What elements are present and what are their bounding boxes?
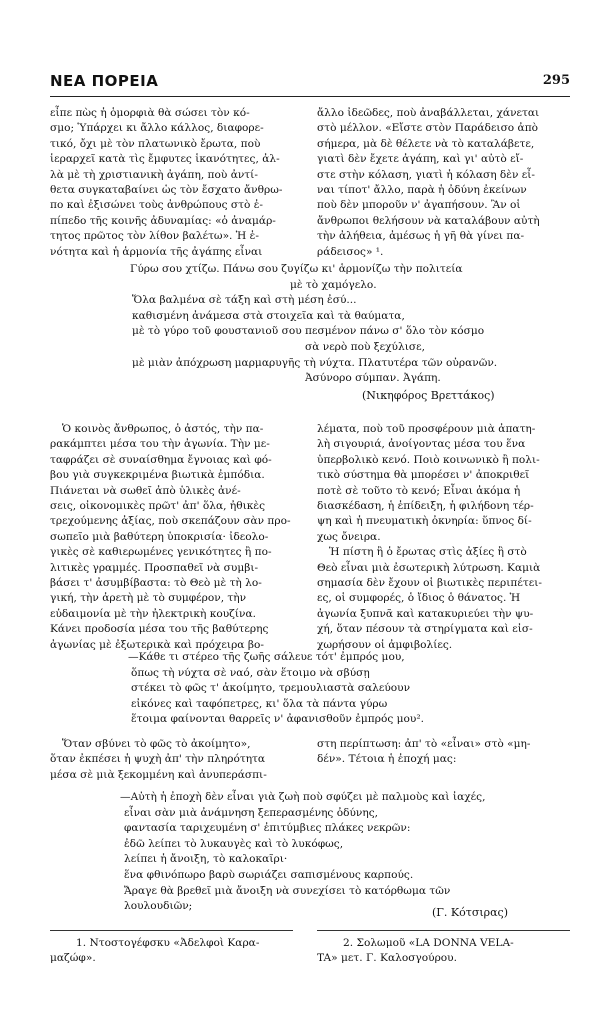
poem-line: μὲ τὸ γύρο τοῦ φουστανιοῦ σου πεσμένον πάνω σ' ὅλο τὸν κόσμο [132,325,485,338]
text-line: χως ὄνειρα. [317,530,381,543]
text-line: πίπεδο τῆς κοινῆς ἀδυναμίας: «ὁ ἀναμάρ- [50,214,276,227]
text-line: νότητα καὶ ἡ ἁρμονία τῆς ἀγάπης εἶναι [50,245,263,258]
text-line: γιατὶ δὲν ἔχετε ἀγάπη, καὶ γι' αὐτὸ εἴ- [317,153,524,166]
text-line: εὐδαιμονία μὲ τὴν ἠλεκτρικὴ κουζίνα. [50,607,256,620]
section1-left-column [50,106,293,260]
footnote-2 [317,936,570,967]
section2-right-column [317,422,570,653]
text-line: ράδεισος» ¹. [317,245,384,258]
poem-line: Ἄραγε θὰ βρεθεῖ μιὰ ἄνοιξη νὰ συνεχίσει τὸ κατόρθωμα τῶν [124,884,451,897]
poem-line: εἰκόνες καὶ ταφόπετρες, κι' ὅλα τὰ πάντα γύρω [131,697,388,710]
text-line: χή, ὅταν πέσουν τὰ στηρίγματα καὶ εἰσ- [317,623,533,636]
text-line: τικὸ σύστημα θὰ μπορέσει ν' ἀποκριθεῖ [317,469,530,482]
text-line: σημασία δὲν ἔχουν οἱ βιωτικὲς περιπέτει- [317,577,542,590]
text-line: λέματα, ποὺ τοῦ προσφέρουν μιὰ ἀπατη- [317,423,536,435]
text-line: χωρήσουν οἱ ἀμφιβολίες. [317,638,453,651]
text-line: λὴ σιγουριά, ἀνοίγοντας μέσα του ἕνα [317,438,526,451]
poem-line: λουλουδιῶν; [124,900,193,913]
poem-line: στέκει τὸ φῶς τ' ἀκοίμητο, τρεμουλιαστὰ σαλεύουν [131,682,411,695]
footnote-1 [50,936,293,967]
poem-line: εἶναι σὰν μιὰ ἀνάμνηση ξεπερασμένης ὀδύνης, [124,806,379,819]
text-line: ποτὲ σὲ τοῦτο τὸ κενό; Εἶναι ἀκόμα ἡ [317,484,521,497]
text-line: ες, οἱ συμφορές, ὁ ἴδιος ὁ θάνατος. Ἡ [317,592,521,605]
poem-3-signature: (Γ. Κότσιρας) [432,906,509,919]
journal-title: ΝΕΑ ΠΟΡΕΙΑ [50,72,159,90]
text-line: ναι τίποτ' ἄλλο, παρὰ ἡ ὀδύνη ἐκείνων [317,184,527,197]
text-line: Ἡ πίστη ἢ ὁ ἔρωτας στὶς ἀξίες ἢ στὸ [329,546,527,559]
text-line: θετα συγκαταβαίνει ὡς τὸν ἔσχατο ἄνθρω- [50,184,283,197]
text-line: στη περίπτωση: ἀπ' τὸ «εἶναι» στὸ «μη- [317,738,531,750]
poem-line: —Αὐτὴ ἡ ἐποχὴ δὲν εἶναι γιὰ ζωὴ ποὺ σφύζει μὲ παλμοὺς καὶ ἰαχές, [120,791,486,803]
text-line: τρεχούμενης ἀξίας, ποὺ σκεπάζουν σὰν προ- [50,515,291,528]
section2-left-column [50,422,293,653]
text-line: βου γιὰ συγκεκριμένα βιωτικὰ ἐμπόδια. [50,469,265,482]
poem-1 [50,262,570,387]
text-line: σεις, οἰκονομικὲς πρῶτ' ἀπ' ὅλα, ἠθικὲς [50,500,265,513]
poem-line: ἐδῶ λείπει τὸ λυκαυγὲς καὶ τὸ λυκόφως, [124,837,344,850]
text-line: ἄλλο ἰδεῶδες, ποὺ ἀναβάλλεται, χάνεται [317,107,540,119]
text-line: μέσα σὲ μιὰ ξεκομμένη καὶ ἀνυπεράσπι- [50,768,267,781]
text-line: Κάνει προδοσία μέσα του τῆς βαθύτερης [50,623,269,636]
section3-right-column [317,737,570,768]
running-header [50,70,570,97]
text-line: ὅταν ἐκπέσει ἡ ψυχὴ ἀπ' τὴν πληρότητα [50,753,266,766]
text-line: ἀγωνία ξυπνᾶ καὶ κατακυριεύει τὴν ψυ- [317,607,534,620]
poem-line: φαντασία ταριχευμένη σ' ἐπιτύμβιες πλάκες νεκρῶν: [124,822,411,835]
poem-line: μὲ μιὰν ἀπόχρωση μαρμαρυγῆς τὴ νύχτα. Πλατυτέρα τῶν οὐρανῶν. [132,356,498,369]
poem-line: ἕνα φθινόπωρο βαρὺ σωριάζει σαπισμένους καρπούς. [124,868,414,881]
text-line: ρακάμπτει μέσα του τὴν ἀγωνία. Τὴν με- [50,438,270,451]
text-line: ἄνθρωποι θελήσουν νὰ καταλάβουν αὐτὴ [317,214,540,227]
footnote-line: 1. Ντοστογέφσκυ «Ἀδελφοὶ Καρα- [76,937,260,949]
text-line: ἱεραρχεῖ κατὰ τὶς ἔμφυτες ἱκανότητες, ἀλ- [50,153,280,166]
poem-line: μὲ τὸ χαμόγελο. [290,278,377,291]
text-line: διασκέδαση, ἡ ἐπίδειξη, ἡ φιλήδονη τέρ- [317,500,534,513]
poem-line: Γύρω σου χτίζω. Πάνω σου ζυγίζω κι' ἁρμονίζω τὴν πολιτεία [130,263,463,275]
section1-right-column [317,106,570,260]
poem-line: —Κάθε τι στέρεο τῆς ζωῆς σάλευε τότ' ἐμπρός μου, [128,651,405,663]
text-line: ποὺ δὲν μποροῦν ν' ἀγαπήσουν. Ἂν οἱ [317,199,521,212]
poem-3 [120,790,570,915]
text-line: ταφράζει σὲ συναίσθημα ἔγνοιας καὶ φό- [50,453,272,466]
text-line: τητος πρῶτος τὸν λίθον βαλέτω». Ἡ ἑ- [50,230,259,243]
text-line: στὸ μέλλον. «Εἴστε στὸν Παράδεισο ἀπὸ [317,122,539,135]
text-line: ὑπερβολικὸ κενό. Ποιὸ κοινωνικὸ ἢ πολι- [317,453,540,466]
footnote-line: 2. Σολωμοῦ «LA DONNA VELA- [343,937,514,949]
text-line: τὴν ἀλήθεια, ἀμέσως ἡ γῆ θὰ γίνει πα- [317,230,525,243]
text-line: εἶπε πὼς ἡ ὁμορφιὰ θὰ σώσει τὸν κό- [50,107,250,119]
poem-line: Ὅλα βαλμένα σὲ τάξη καὶ στὴ μέση ἐσύ... [132,294,357,307]
text-line: γικὲς σὲ καθιερωμένες γενικότητες ἢ πο- [50,546,272,559]
text-line: Ὅταν σβύνει τὸ φῶς τὸ ἀκοίμητο», [62,738,251,750]
footnote-line: TA» μετ. Γ. Καλοσγούρου. [317,952,457,965]
poem-line: Ἀσύνορο σύμπαν. Ἀγάπη. [305,372,441,385]
poem-2 [128,650,568,728]
page-number: 295 [542,73,570,88]
poem-line: ἕτοιμα φαίνονται θαρρεῖς ν' ἀφανισθοῦν ἐμπρός μου². [131,713,424,726]
text-line: σωπεῖο μιὰ βαθύτερη ὑποκρισία· ἰδεολο- [50,530,269,543]
text-line: σμο; Ὑπάρχει κι ἄλλο κάλλος, διαφορε- [50,122,264,135]
text-line: γική, τὴν ἀρετὴ μὲ τὸ συμφέρον, τὴν [50,592,247,605]
footnote-rule-left [50,930,293,931]
poem-line: καθισμένη ἀνάμεσα στὰ στοιχεῖα καὶ τὰ θαύματα, [132,309,405,322]
footnote-line: μαζώφ». [50,952,96,965]
text-line: βάσει τ' ἀσυμβίβαστα: τὸ Θεὸ μὲ τὴ λο- [50,577,262,590]
text-line: Πιάνεται νὰ σωθεῖ ἀπὸ ὑλικὲς ἀνέ- [50,484,241,497]
text-line: Ὁ κοινὸς ἄνθρωπος, ὁ ἀστός, τὴν πα- [62,423,264,435]
text-line: ψη καὶ ἡ πνευματικὴ ὀκνηρία: ὕπνος δί- [317,515,532,528]
poem-line: λείπει ἡ ἄνοιξη, τὸ καλοκαῖρι· [124,853,288,866]
text-line: ἀγωνίας μὲ ἐξωτερικὰ καὶ πρόχειρα βο- [50,638,264,651]
text-line: τικό, ὄχι μὲ τὸν πλατωνικὸ ἔρωτα, ποὺ [50,137,261,150]
text-line: πο καὶ ἐξισώνει τοὺς ἀνθρώπους στὸ ἐ- [50,199,263,212]
poem-1-signature: (Νικηφόρος Βρεττάκος) [362,389,495,402]
text-line: λιτικὲς γραμμές. Προσπαθεῖ νὰ συμβι- [50,561,259,574]
poem-line: σὰ νερὸ ποὺ ξεχύλισε, [305,340,425,353]
section3-left-column [50,737,293,783]
text-line: δέν». Τέτοια ἡ ἐποχή μας: [317,753,457,766]
footnote-rule-right [317,930,570,931]
poem-line: ὅπως τὴ νύχτα σὲ ναό, σὰν ἕτοιμο νὰ σβύσῃ [131,666,370,679]
text-line: στε στὴν κόλαση, γιατὶ ἡ κόλαση δὲν εἶ- [317,168,536,181]
text-line: σήμερα, μὰ δὲ θέλετε νὰ τὸ καταλάβετε, [317,137,535,150]
text-line: λὰ μὲ τὴ χριστιανικὴ ἀγάπη, ποὺ ἀντί- [50,168,258,181]
text-line: Θεὸ εἶναι μιὰ ἐσωτερικὴ λύτρωση. Καμιὰ [317,561,541,574]
